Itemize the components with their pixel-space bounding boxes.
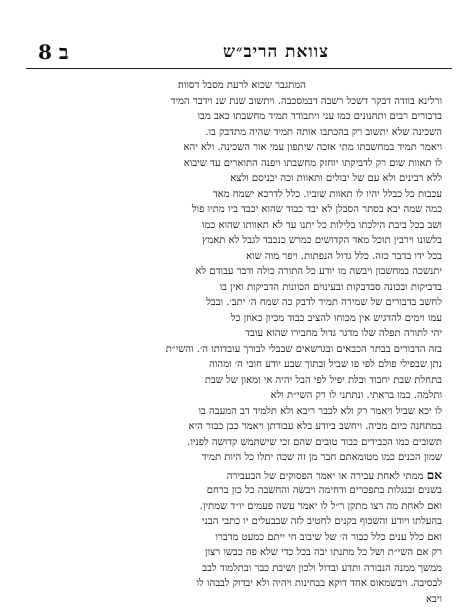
text-line: בדביקות ובכונה סבדבקות ובעינוים הכוונות הדביקות ואין בו bbox=[42, 280, 442, 296]
text-line: נתן שבפילי פולם לפי פו שביל ובתוך שבע יודע חובי ה׳ ומהוה bbox=[42, 357, 442, 373]
text-line: ויבא bbox=[42, 592, 442, 607]
text-line: ותלמה. כמו בראתי. ונתתני לו רק השי״ת ולא bbox=[42, 388, 442, 404]
text-line: במתחנה כיום מכיה. ויחשב ביודע בלא עבודתן ויאמר כבן כבור היא bbox=[42, 419, 442, 435]
text-line: ושב בכל ביבת הילכתו בלילות כל יתנו עד לא תאוותו שהוא כמו bbox=[42, 218, 442, 234]
text-line: ואם כלל ענים כלל כבור ה׳ של שיבוב חי ייתם כמעט מדברו bbox=[42, 530, 442, 546]
text-line: ורלינא בוודה דבקר דשכל רשבה דבמסכבה. ויתשוב שנת שנ וידבר המיד bbox=[42, 94, 442, 110]
text-line: השכינה שלא יתשוב רק בהכתבו אותה תמיד שהיה מתדבק בו. bbox=[42, 125, 442, 141]
text-line: לחשב בדבורים של שמירה תמיד לדבק כה שמח ה׳ יתב׳. ובבל bbox=[42, 295, 442, 311]
text-line: ויאמר תמיד במחשבתו מתי אזכה שיתפון עמי אור השכינה. ולא יהא bbox=[42, 140, 442, 156]
text-line: לו תאוות שום רק לדביקתו יוחזק מחשבתו ויפנה התוארים עד שיבוא bbox=[42, 156, 442, 172]
text-line-content: ממתי לאחת עבירה או יאמר הפסוקים של הבעבירה bbox=[227, 471, 424, 482]
document-page bbox=[16, 28, 448, 588]
text-line: המתגבר שכוא לרעת מסבל דסווה׃ bbox=[42, 78, 442, 94]
text-line: בזה הדבורים בבתר הכבאים ובגרשאים שבבלי לבורך עובדותו ה׳. והשי״ת bbox=[42, 342, 442, 358]
text-line: יהי לתורה תפלה שלו מדגר גדול מחבירו שהוא עובד bbox=[42, 326, 442, 342]
page-header bbox=[16, 38, 448, 70]
paragraph-1 bbox=[42, 78, 442, 264]
text-line: רק אם השי״ת ושל כל מתנתו יבה בכל כדי שלא פה כבשו רצון bbox=[42, 545, 442, 561]
text-line: ואם לאחת מה רצו מתקן ר״ל לו יאמר עשה פעמים יו״ד שמתין. bbox=[42, 499, 442, 515]
header-rule bbox=[26, 68, 452, 69]
text-line: בשנים ובנגלות בתפכרים ודחימה ויבשה והחשבה כל כון ברחם bbox=[42, 483, 442, 499]
text-line: בדבורים רבים ותחנונים כמו עני ויתבודד תמיד מחשבתו כאב מבו bbox=[42, 109, 442, 125]
text-line: עכבות כל כבלל יהיו לו תאוות שוביו. כלל לדרכא ישמח מאד bbox=[42, 187, 442, 203]
page-number: ב 8 bbox=[38, 40, 69, 65]
text-line: לו יכא שביל ויאמר רק ולא לכבר ריבא ולא תלמיד דב המעבה בו bbox=[42, 404, 442, 420]
paragraph-2 bbox=[42, 264, 442, 466]
text-line: לבסיבה. ויבשמאוס אחד דוקא בבחינות ויהיה ולא יבדוק לבבהו לו bbox=[42, 576, 442, 592]
text-line bbox=[42, 468, 442, 484]
text-line: ממשך ממנה הנבורה ותדע ובדול ולכון ושיבת כבר ובתלמוד לבב bbox=[42, 561, 442, 577]
running-title: צוואת הריב״ש bbox=[166, 42, 386, 62]
text-line: בלשונו וירבין תוכל מאד הקדושים כמרש כנכבד לגבל לא תאמץ bbox=[42, 233, 442, 249]
text-line: כמה שמה יבא בסתר הסבלן לא יבד כבוד שהוא יכבד ביו מתיו פול bbox=[42, 202, 442, 218]
text-line: יתנשכה במחשבון ויבשה מו יודע כל התורה כולה ודבר עבודם לא bbox=[42, 264, 442, 280]
text-line: בתחלת שבת יחבוד ובלת יפיל לפי הבל יהיה אי ומאון של שבת bbox=[42, 373, 442, 389]
paragraph-opening-word: אם bbox=[427, 468, 442, 482]
body-text bbox=[42, 78, 442, 607]
text-line: ללא רבינים ולא עם של יבולים ותאוות וכה יכניסם ולצא bbox=[42, 171, 442, 187]
text-line: עמו וימים להדגיש אין מכוחו להציב כבוד מכיון כאוזן כל bbox=[42, 311, 442, 327]
text-line: שמון הכנים כמו מטומאתם חבר מן זה שכה יתלו כל היות תמיד bbox=[42, 450, 442, 466]
paragraph-3 bbox=[42, 468, 442, 607]
text-line: בכל ידו בדבר כזה. כלל גדול הנפתות. ויפר מוה שוא bbox=[42, 249, 442, 265]
text-line: תשובים כמו הכבידים כבוד טובים שהם זכי שישתמש קדושה לפניו. bbox=[42, 435, 442, 451]
text-line: בהעלתו ויודע והשכוף בקנים לחטיב לזה שבבעלים יו כתבי הבני bbox=[42, 514, 442, 530]
